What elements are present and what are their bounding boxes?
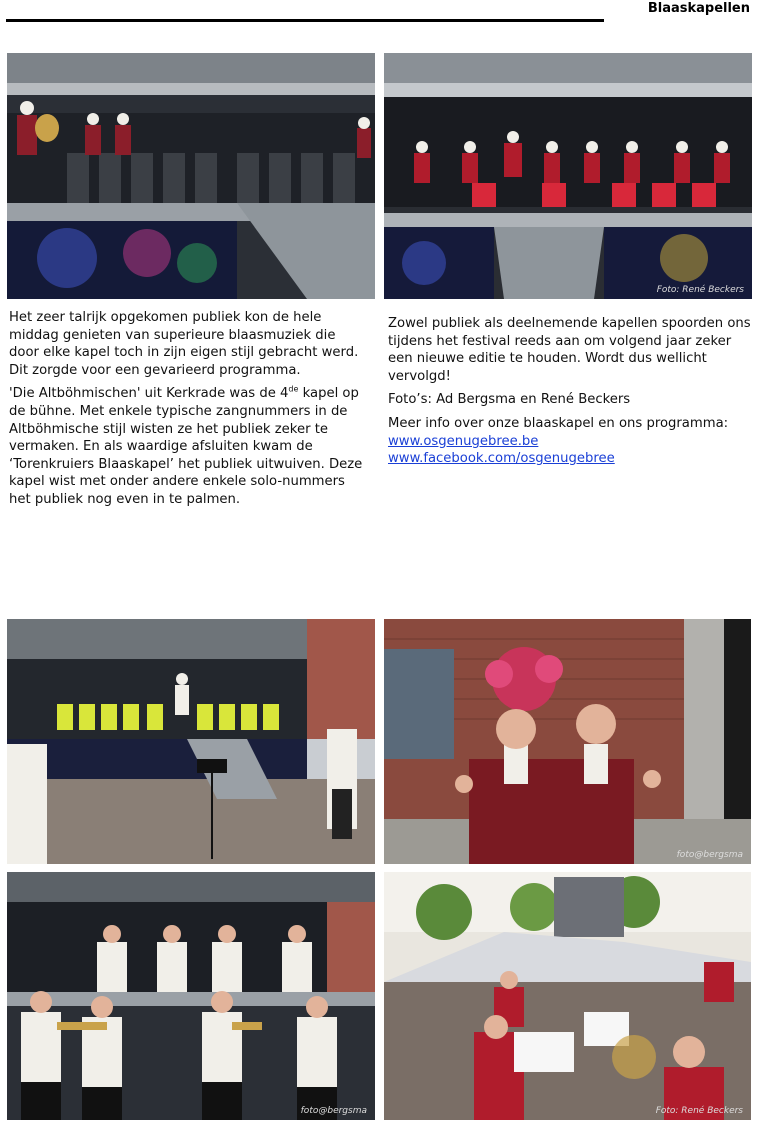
more-info-text xyxy=(388,415,753,468)
paragraph-bands-rest: kapel op de bühne. Met enkele typische zangnummers in de Altböhmische stijl wisten ze het publiek zeker te vermaken. En als waardige afsluiten kwam de ‘Torenkruiers Blaaskapel’ het publiek uitwuiven. Deze kapel wist met onder andere enkele solo-nummers het publiek nog even in te palmen. xyxy=(9,386,363,507)
paragraph-bands-start: 'Die Altböhmischen' uit Kerkrade was de 4 xyxy=(9,386,289,402)
photo-caption: foto@bergsma xyxy=(300,1106,367,1116)
photo-festival-square xyxy=(384,872,751,1120)
more-info-label: Meer info over onze blaaskapel en ons programma: xyxy=(388,415,729,431)
photo-caption: Foto: René Beckers xyxy=(655,1106,743,1116)
photo-stage-band-2 xyxy=(384,53,752,299)
paragraph-intro: Het zeer talrijk opgekomen publiek kon de hele middag genieten van superieure blaasmuziek die door elke kapel toch in zijn eigen stijl gebracht werd. Dit zorgde voor een gevarieerd programma. xyxy=(9,310,359,378)
website-link[interactable]: www.osgenugebree.be xyxy=(388,433,539,449)
article-right-column xyxy=(388,315,753,468)
paragraph-outlook: Zowel publiek als deelnemende kapellen spoorden ons tijdens het festival reeds aan om volgend jaar zeker een nieuwe editie te houden. Wordt dus wellicht vervolgd! xyxy=(388,316,751,384)
photo-conductor-stage xyxy=(7,619,375,864)
photo-caption: Foto: René Beckers xyxy=(656,285,744,295)
article-left-column xyxy=(9,309,369,515)
photo-two-musicians xyxy=(384,619,751,864)
photo-band-white-shirts xyxy=(7,872,375,1120)
photo-credits: Foto’s: Ad Bergsma en René Beckers xyxy=(388,392,631,408)
section-title: Blaaskapellen xyxy=(647,1,750,16)
paragraph-bands xyxy=(9,385,369,508)
facebook-link[interactable]: www.facebook.com/osgenugebree xyxy=(388,451,615,467)
header-rule xyxy=(6,19,604,22)
photo-caption: foto@bergsma xyxy=(676,850,743,860)
photo-stage-band-1 xyxy=(7,53,375,299)
ordinal-suffix: de xyxy=(288,384,299,394)
